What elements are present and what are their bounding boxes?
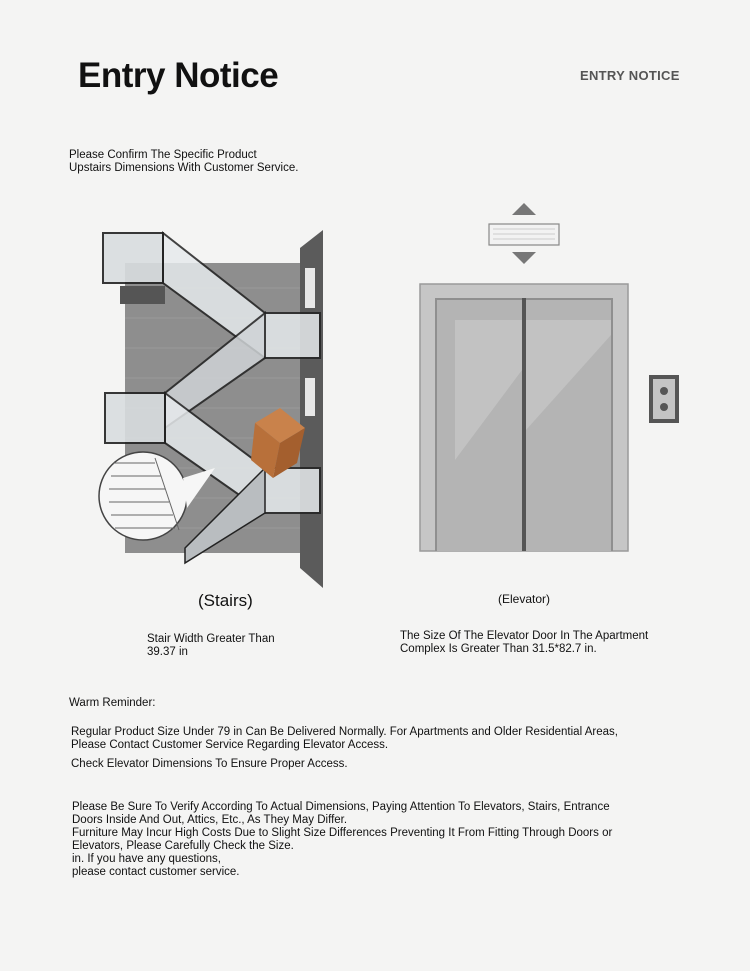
elevator-illustration [415, 200, 685, 555]
elevator-call-button-icon [649, 375, 679, 423]
elevator-spec: The Size Of The Elevator Door In The Apartment Complex Is Greater Than 31.5*82.7 in. [400, 630, 649, 655]
page-title: Entry Notice [78, 56, 279, 95]
reminder-item-size: Regular Product Size Under 79 in Can Be Delivered Normally. For Apartments and Older Residential Areas, Please Contact Customer Service Regarding Elevator Access. [71, 726, 618, 751]
zoom-circle [99, 452, 187, 540]
stairs-caption: (Stairs) [198, 591, 253, 610]
elevator-caption: (Elevator) [498, 592, 551, 606]
header-tag: ENTRY NOTICE [580, 68, 680, 83]
up-arrow-icon [512, 203, 536, 215]
stairs-spec: Stair Width Greater Than 39.37 in [147, 633, 275, 658]
intro-note: Please Confirm The Specific Product Upstairs Dimensions With Customer Service. [69, 149, 299, 174]
reminder-heading: Warm Reminder: [69, 697, 156, 709]
stairs-illustration [95, 228, 330, 588]
reminder-item-elevator: Check Elevator Dimensions To Ensure Proper Access. [71, 758, 348, 770]
reminder-item-verify: Please Be Sure To Verify According To Actual Dimensions, Paying Attention To Elevators, Stairs, Entrance Doors Inside And Out, Attics, Etc., As They May Differ. Furniture May Incur High Costs Due to Slight Size Differences Preventing It From Fitting Through Doors or Elevators, Please Carefully Check the Size. in. If you have any questions, please contact customer service. [72, 801, 613, 878]
down-arrow-icon [512, 252, 536, 264]
